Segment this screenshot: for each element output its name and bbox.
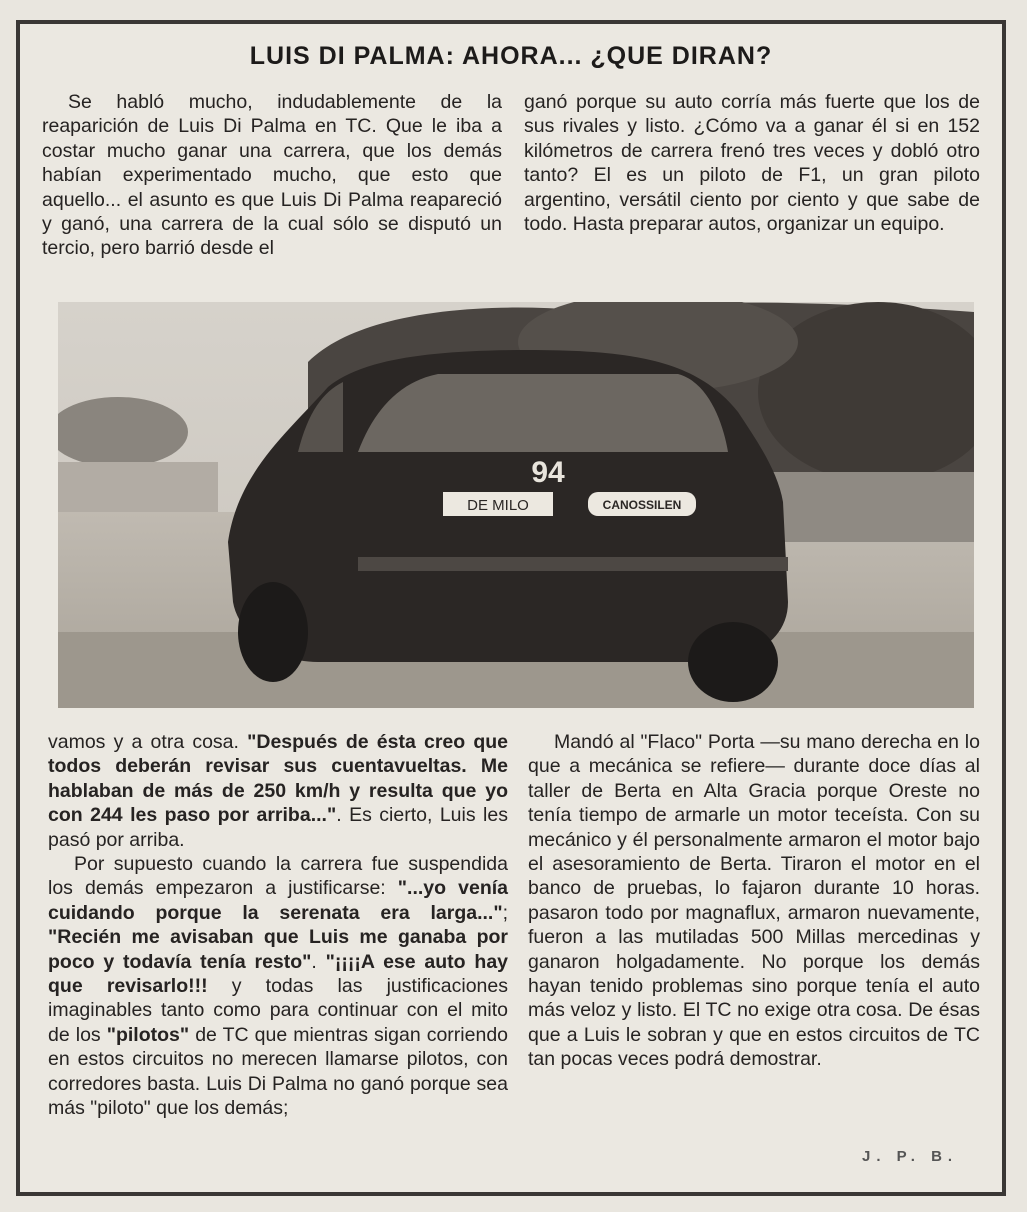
sticker-de-milo: DE MILO xyxy=(467,497,529,514)
article-title: LUIS DI PALMA: AHORA... ¿QUE DIRAN? xyxy=(249,42,773,70)
text-run: vamos y a otra cosa. xyxy=(48,731,248,753)
race-car-illustration xyxy=(58,302,974,708)
intro-paragraph-left: Se habló mucho, indudablemente de la reaparición de Luis Di Palma en TC. Que le iba a costar mucho ganar una carrera, que los demás habían experimentado mucho, que esto que aquello... el asunto es que Luis Di Palma reapareció y ganó, una carrera de la cual sólo se disputó un tercio, pero barrió desde el xyxy=(42,91,502,260)
car-number: 94 xyxy=(531,456,565,489)
author-signature: J. P. B. xyxy=(862,1148,959,1165)
article-box xyxy=(16,20,1006,1196)
quote-bold: "pilotos" xyxy=(106,1023,190,1046)
paragraph-right-1: Mandó al "Flaco" Porta —su mano derecha en lo que a mecánica se refiere— durante doce días al taller de Berta en Alta Gracia porque Oreste no tenía tiempo de armarle un motor teceísta. Con su mecánico y él personalmente armaron el motor bajo el asesoramiento de Berta. Tiraron el motor en el banco de pruebas, lo fajaron durante 10 horas. pasaron todo por magnaflux, armaron nuevamente, fueron a las mutiladas 500 Millas mercedinas y ganaron holgadamente. No porque los demás hayan tenido problemas sino porque tenía el auto más veloz y listo. El TC no exige otra cosa. De ésas que a Luis le sobran y que en estos circuitos de TC tan pocas veces podrá demostrar. xyxy=(528,731,980,1071)
quote-bold: "...yo venía cuidando porque la serenata era larga..." xyxy=(48,877,508,924)
body-column-left xyxy=(48,730,508,1121)
text-run: Por supuesto cuando la carrera fue suspendida los demás empezaron a justificarse: xyxy=(48,853,508,900)
race-car-photo xyxy=(58,302,974,708)
intro-column-right xyxy=(524,90,980,236)
body-column-right xyxy=(528,730,980,1072)
text-run: . Es cierto, Luis les pasó por arriba. xyxy=(48,804,508,851)
text-run: y todas las justificaciones imaginables tanto como para continuar con el mito de los xyxy=(48,975,508,1046)
text-run: ; xyxy=(502,901,508,924)
sticker-canossilen: CANOSSILEN xyxy=(602,498,682,512)
intro-column-left xyxy=(42,90,502,261)
quote-bold: "Recién me avisaban que Luis me ganaba por poco y todavía tenía resto" xyxy=(48,926,508,973)
quote-bold: "¡¡¡¡A ese auto hay que revisarlo!!! xyxy=(48,950,509,998)
paragraph-left-1 xyxy=(48,730,508,852)
paragraph-left-2 xyxy=(48,852,508,1120)
intro-paragraph-right: ganó porque su auto corría más fuerte que los de sus rivales y listo. ¿Cómo va a ganar él si en 152 kilómetros de carrera frenó tres veces y dobló otro tanto? El es un piloto de F1, un gran piloto argentino, versátil ciento por ciento y que sabe de todo. Hasta preparar autos, organizar un equipo. xyxy=(524,91,980,236)
text-run: . xyxy=(311,950,326,973)
text-run: de TC que mientras sigan corriendo en estos circuitos no merecen llamarse pilotos, con corredores basta. Luis Di Palma no ganó porque sea más "piloto" que los demás; xyxy=(48,1023,509,1120)
quote-bold: "Después de ésta creo que todos deberán revisar sus cuentavueltas. Me hablaban de más de 250 km/h y resulta que yo con 244 les paso por arriba..." xyxy=(48,731,509,827)
